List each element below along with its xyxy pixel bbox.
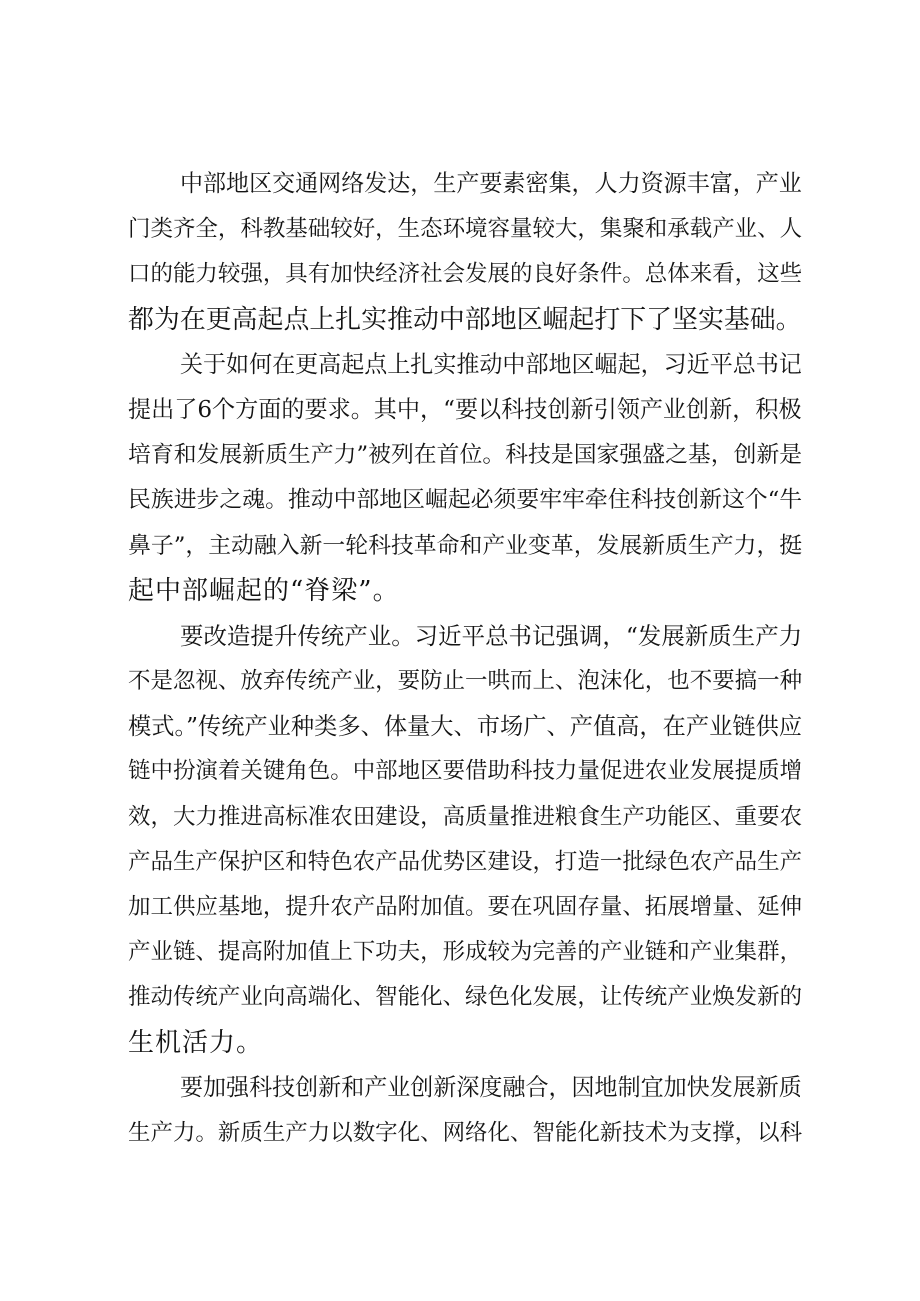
text-line: 产业链、提高附加值上下功夫，形成较为完善的产业链和产业集群， [128, 939, 803, 966]
text-line: 起中部崛起的“脊梁”。 [128, 575, 400, 606]
paragraph [128, 162, 802, 343]
text-line: 民族进步之魂。推动中部地区崛起必须要牢牢牵住科技创新这个“牛 [128, 487, 803, 514]
paragraph [128, 1066, 802, 1156]
text-line: 要改造提升传统产业。习近平总书记强调，“发展新质生产力 [180, 621, 803, 650]
text-line: 不是忽视、放弃传统产业，要防止一哄而上、泡沫化，也不要搞一种 [128, 668, 803, 695]
text-line: 提出了6个方面的要求。其中，“要以科技创新引领产业创新，积极 [128, 396, 802, 423]
text-line: 要加强科技创新和产业创新深度融合，因地制宜加快发展新质 [180, 1074, 802, 1101]
text-line: 中部地区交通网络发达，生产要素密集，人力资源丰富，产业 [180, 171, 802, 197]
text-line: 加工供应基地，提升农产品附加值。要在巩固存量、拓展增量、延伸 [128, 894, 803, 920]
document-body [128, 162, 802, 1156]
text-line: 门类齐全，科教基础较好，生态环境容量较大，集聚和承载产业、人 [128, 216, 803, 243]
text-line: 鼻子”，主动融入新一轮科技革命和产业变革，发展新质生产力，挺 [128, 532, 803, 559]
text-line: 产品生产保护区和特色农产品优势区建设，打造一批绿色农产品生产 [128, 848, 803, 875]
text-line: 模式。”传统产业种类多、体量大、市场广、产值高，在产业链供应 [128, 713, 803, 741]
text-line: 推动传统产业向高端化、智能化、绿色化发展，让传统产业焕发新的 [128, 984, 803, 1011]
text-line: 培育和发展新质生产力”被列在首位。科技是国家强盛之基，创新是 [128, 442, 803, 469]
text-line: 生产力。新质生产力以数字化、网络化、智能化新技术为支撑，以科 [128, 1119, 803, 1146]
text-line: 生机活力。 [128, 1027, 264, 1058]
text-line: 口的能力较强，具有加快经济社会发展的良好条件。总体来看，这些 [128, 261, 803, 288]
text-line: 链中扮演着关键角色。中部地区要借助科技力量促进农业发展提质增 [128, 758, 803, 785]
text-line: 效，大力推进高标准农田建设，高质量推进粮食生产功能区、重要农 [128, 803, 803, 830]
paragraph [128, 614, 802, 1066]
text-line: 都为在更高起点上扎实推动中部地区崛起打下了坚实基础。 [128, 304, 802, 335]
text-line: 关于如何在更高起点上扎实推动中部地区崛起，习近平总书记 [180, 351, 802, 378]
paragraph [128, 343, 802, 614]
